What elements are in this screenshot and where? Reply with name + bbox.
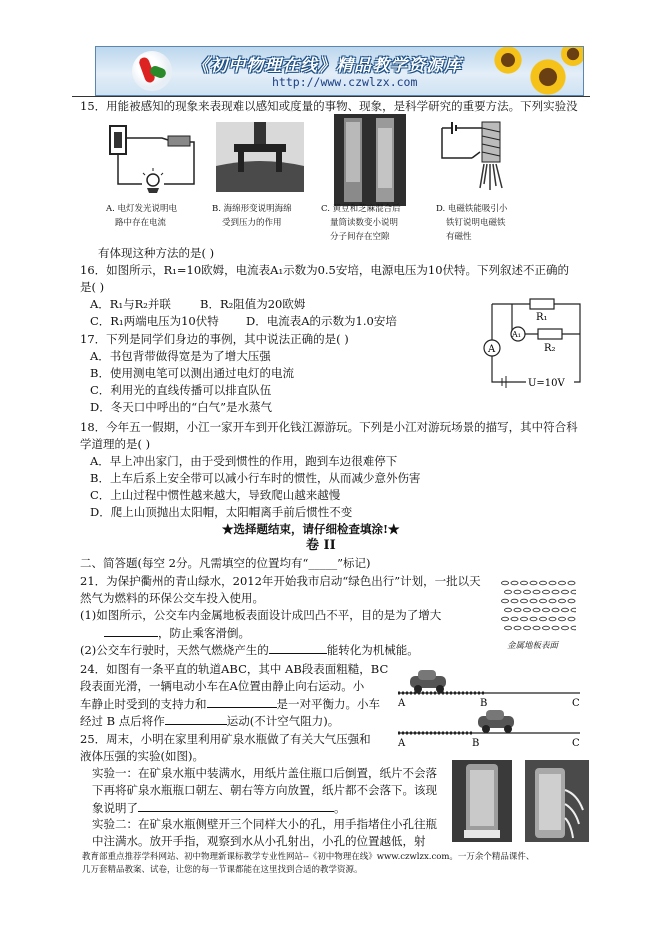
floor-bump: [568, 581, 575, 585]
floor-bump: [524, 590, 531, 594]
q15-figure-a: [102, 118, 202, 203]
floor-bump: [521, 599, 528, 603]
floor-bump: [524, 626, 531, 630]
q24-line4: [80, 713, 339, 729]
q25-line5: [92, 800, 346, 816]
floor-bump: [502, 581, 509, 585]
floor-bump: [559, 581, 566, 585]
track-top-label-a: A: [398, 698, 406, 709]
track-bottom-label-c: C: [572, 738, 580, 749]
q15-caption-b-1: B. 海绵形变说明海绵: [212, 204, 292, 214]
floor-bump: [571, 626, 576, 630]
floor-bump: [543, 590, 550, 594]
q15-caption-d-2: 铁钉说明电磁铁: [446, 218, 506, 228]
q21-line2: 然气为燃料的环保公交车投入使用。: [80, 591, 264, 605]
circuit-r1-label: R₁: [536, 312, 548, 323]
q25-line6: 实验二：在矿泉水瓶侧壁开三个同样大小的孔，用手指堵住小孔往瓶: [92, 817, 437, 831]
q21-line5: [80, 642, 419, 658]
floor-bump: [521, 617, 528, 621]
footer-line2: 几万套精品教案、试卷，让您的每一节课都能在这里找到合适的教学资源。: [82, 865, 363, 875]
floor-bump: [571, 590, 576, 594]
q17-option-c: C．利用光的直线传播可以排直队伍: [90, 383, 272, 397]
q24-line1: 24．如图有一条平直的轨道ABC，其中 AB段表面粗糙，BC: [80, 662, 389, 676]
q16-circuit-diagram: [472, 296, 587, 392]
q21-line1: 21．为保护衢州的青山绿水，2012年开始我市启动“绿色出行”计划，一批以天: [80, 574, 481, 588]
floor-bump: [502, 617, 509, 621]
floor-bump: [533, 590, 540, 594]
q16-option-d: D．电流表A的示数为1.0安培: [246, 314, 397, 328]
q15-caption-b-2: 受到压力的作用: [222, 218, 282, 228]
floor-bump: [562, 626, 569, 630]
q24-line3-text-a: 车静止时受到的支持力和: [80, 697, 207, 711]
floor-bump: [505, 608, 512, 612]
footer-line1: 教育部重点推荐学科网站、初中物理新课标教学专业性网站--《初中物理在线》www.czwlzx.com。一万余个精品课件、: [82, 852, 535, 862]
q24-line2: 段表面光滑，一辆电动小车在A位置由静止向右运动。小: [80, 679, 365, 693]
q18-option-c: C．上山过程中惯性越来越大，导致爬山越来越慢: [90, 488, 341, 502]
floor-bump: [505, 626, 512, 630]
floor-bump: [562, 590, 569, 594]
track-top-label-b: B: [480, 698, 488, 709]
metal-floor-caption: 金属地板表面: [507, 641, 559, 651]
floor-bump: [549, 581, 556, 585]
volume-heading: 卷 II: [306, 538, 336, 553]
q21-blank-1[interactable]: [104, 625, 158, 637]
floor-bump: [568, 599, 575, 603]
track-top-label-c: C: [572, 698, 580, 709]
q21-line5-text-b: 能转化为机械能。: [326, 643, 419, 657]
q25-line5-text-a: 象说明了: [92, 801, 138, 815]
q15-figure-d: [432, 118, 528, 203]
banner-url[interactable]: http://www.czwlzx.com: [272, 75, 418, 89]
q25-photo-experiment-2: [525, 760, 589, 842]
floor-bump: [543, 626, 550, 630]
q21-line4: [104, 625, 250, 641]
floor-bump: [552, 590, 559, 594]
q25-photo-experiment-1: [452, 760, 512, 842]
q16-option-a: A．R₁与R₂并联: [90, 297, 171, 311]
q15-tail: 有体现这种方法的是( ): [98, 246, 215, 260]
floor-bump: [559, 617, 566, 621]
q24-track-figure: [392, 662, 588, 752]
floor-bump: [530, 599, 537, 603]
q17-option-d: D．冬天口中呼出的“白气”是水蒸气: [90, 400, 272, 414]
q18-option-b: B．上车后系上安全带可以减小行车时的惯性，从而减少意外伤害: [90, 471, 421, 485]
q21-line3: (1)如图所示，公交车内金属地板表面设计成凹凸不平，目的是为了增大: [80, 608, 442, 622]
floor-bump: [521, 581, 528, 585]
q15-caption-a-2: 路中存在电流: [115, 218, 167, 228]
q16-option-c: C．R₁两端电压为10伏特: [90, 314, 219, 328]
q24-blank-1[interactable]: [207, 696, 277, 708]
track-bottom: [397, 710, 580, 749]
track-top: [397, 670, 580, 709]
q17-stem: 17．下列是同学们身边的事例，其中说法正确的是( ): [80, 332, 349, 346]
q21-line4-text: ，防止乘客滑倒。: [158, 626, 250, 640]
q25-line5-text-b: 。: [334, 801, 346, 815]
section-2-heading: 二、简答题(每空 2分。凡需填空的位置均有“_____”标记): [80, 556, 371, 570]
floor-bump: [530, 581, 537, 585]
q25-line4: 下再将矿泉水瓶瓶口朝左、朝右等方向放置，纸片都不会落下。该现: [92, 783, 437, 797]
floor-bump: [571, 608, 576, 612]
q16-option-b: B．R₂阻值为20欧姆: [200, 297, 306, 311]
q25-line2: 液体压强的实验(如图)。: [80, 749, 204, 763]
q18-option-d: D．爬上山顶抛出太阳帽，太阳帽离手前后惯性不变: [90, 505, 353, 519]
floor-bump: [511, 581, 518, 585]
circuit-r2-label: R₂: [544, 343, 556, 354]
floor-bump: [540, 617, 547, 621]
q24-line3: [80, 696, 380, 712]
floor-bump: [533, 626, 540, 630]
circuit-voltage-label: U=10V: [528, 378, 565, 389]
floor-bump: [540, 581, 547, 585]
q25-line3: 实验一：在矿泉水瓶中装满水，用纸片盖住瓶口后倒置，纸片不会落: [92, 766, 437, 780]
floor-bump: [552, 626, 559, 630]
track-bottom-label-a: A: [398, 738, 406, 749]
floor-bump: [530, 617, 537, 621]
header-rule: [72, 96, 590, 97]
floor-bump: [559, 599, 566, 603]
q24-line3-text-b: 是一对平衡力。小车: [276, 697, 380, 711]
q21-line5-text-a: (2)公交车行驶时，天然气燃烧产生的: [80, 643, 269, 657]
floor-bump: [502, 599, 509, 603]
floor-bump: [511, 599, 518, 603]
q17-option-b: B．使用测电笔可以测出通过电灯的电流: [90, 366, 294, 380]
q24-blank-2[interactable]: [165, 713, 227, 725]
q24-line4-text-b: 运动(不计空气阻力)。: [226, 714, 340, 728]
q15-figure-b: [212, 118, 308, 203]
q17-option-a: A．书包背带做得宽是为了增大压强: [90, 349, 271, 363]
q15-caption-c-3: 分子间存在空隙: [330, 232, 390, 242]
floor-bump: [562, 608, 569, 612]
metal-floor-figure: [500, 578, 576, 634]
circuit-a1-label: A₁: [512, 330, 521, 339]
banner-title: 《初中物理在线》精品教学资源库: [192, 56, 462, 76]
header-banner: [95, 46, 584, 96]
q15-stem: 15．用能被感知的现象来表现难以感知或度量的事物、现象，是科学研究的重要方法。下列实验没: [80, 99, 578, 113]
q15-figure-c: [334, 114, 406, 206]
q18-line1: 18．今年五一假期，小江一家开车到开化钱江源游玩。下列是小江对游玩场景的描写，其中符合科: [80, 420, 578, 434]
q25-blank-1[interactable]: [138, 800, 334, 812]
q25-line7: 中注满水。放开手指，观察到水从小孔射出，小孔的位置越低，射: [92, 834, 426, 848]
floor-bump: [543, 608, 550, 612]
q18-option-a: A．早上冲出家门，由于受到惯性的作用，跑到车边很难停下: [90, 454, 398, 468]
q15-caption-c-1: C. 黄豆和芝麻混合后: [321, 204, 401, 214]
q21-blank-2[interactable]: [269, 642, 327, 654]
sunflower-icon: [491, 46, 525, 77]
q16-line2: 是( ): [80, 280, 105, 294]
q25-line1: 25．周末，小明在家里利用矿泉水瓶做了有关大气压强和: [80, 732, 371, 746]
floor-bump: [549, 617, 556, 621]
floor-bump: [505, 590, 512, 594]
floor-bump: [514, 590, 521, 594]
floor-bump: [540, 599, 547, 603]
floor-bump: [568, 617, 575, 621]
q16-line1: 16．如图所示，R₁=10欧姆，电流表A₁示数为0.5安培，电源电压为10伏特。下列叙述不正确的: [80, 263, 570, 277]
q18-line2: 学道理的是( ): [80, 437, 151, 451]
q15-caption-d-1: D. 电磁铁能吸引小: [436, 204, 508, 214]
floor-bump: [533, 608, 540, 612]
q24-line4-text-a: 经过 B 点后将作: [80, 714, 165, 728]
floor-bump: [524, 608, 531, 612]
check-notice: ★选择题结束，请仔细检查填涂!★: [222, 522, 400, 536]
floor-bump: [514, 608, 521, 612]
floor-bump: [514, 626, 521, 630]
q15-caption-a-1: A. 电灯发光说明电: [106, 204, 178, 214]
track-bottom-label-b: B: [472, 738, 480, 749]
circuit-a-label: A: [488, 344, 496, 355]
floor-bump: [549, 599, 556, 603]
floor-bump: [552, 608, 559, 612]
floor-bump: [511, 617, 518, 621]
q15-caption-d-3: 有磁性: [446, 232, 472, 242]
q15-caption-c-2: 量筒读数变小说明: [330, 218, 399, 228]
logo-icon: [132, 51, 172, 91]
